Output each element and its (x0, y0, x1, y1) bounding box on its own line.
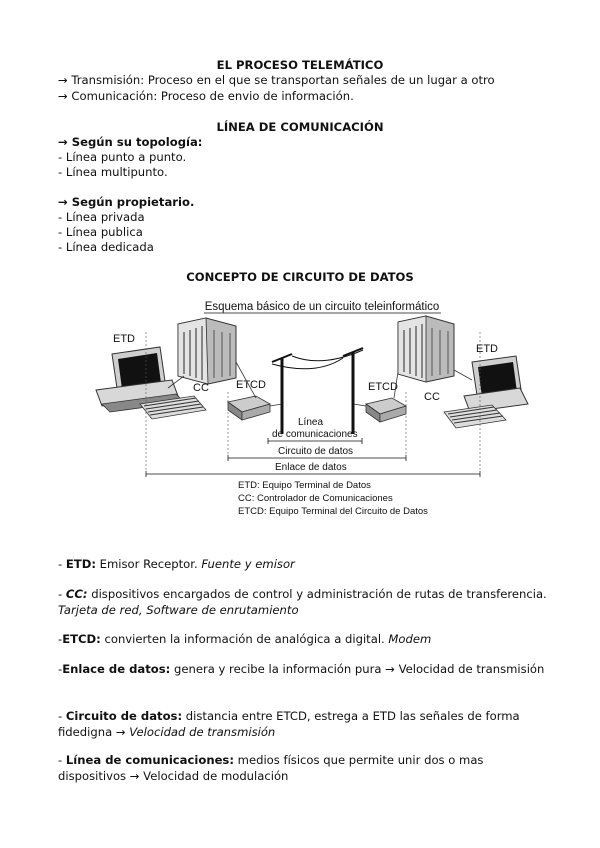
etcd-right-label: ETCD (368, 381, 398, 393)
section-title-linea-comunicacion: LÍNEA DE COMUNICACIÓN (216, 120, 384, 134)
propietario-heading: → Según propietario. (58, 195, 195, 209)
cc-left-rack-icon (178, 318, 236, 384)
etcd-right-modem-icon (366, 398, 406, 422)
propietario-item: - Línea publica (58, 225, 143, 239)
legend-cc: CC: Controlador de Comunicaciones (238, 493, 393, 504)
etd-right-computer-icon (444, 356, 528, 428)
topologia-item: - Línea punto a punto. (58, 150, 187, 164)
cc-right-rack-icon (398, 316, 454, 382)
definition-circuito: - Circuito de datos: distancia entre ETCD, estrega a ETD las señales de forma fidedigna → Velocidad de transmisión (58, 709, 520, 739)
definition-etcd: -ETCD: convierten la información de analógica a digital. Modem (58, 632, 432, 646)
etd-right-label: ETD (476, 343, 498, 355)
etcd-left-modem-icon (228, 396, 270, 420)
etd-left-label: ETD (113, 333, 135, 345)
section-title-circuito-datos: CONCEPTO DE CIRCUITO DE DATOS (186, 270, 414, 284)
comunicacion-line: → Comunicación: Proceso de envio de información. (58, 89, 354, 103)
linea-label-2: de comunicaciones (272, 429, 358, 440)
diagram-title: Esquema básico de un circuito teleinformático (204, 301, 440, 313)
cc-right-label: CC (424, 391, 440, 403)
linea-label-1: Línea (298, 417, 324, 428)
section-title-proceso-telematico: EL PROCESO TELEMÁTICO (216, 58, 384, 72)
definition-enlace: -Enlace de datos: genera y recibe la información pura → Velocidad de transmisión (58, 662, 545, 676)
topologia-heading: → Según su topología: (58, 135, 203, 149)
enlace-label: Enlace de datos (275, 462, 347, 473)
circuit-diagram (60, 292, 550, 527)
propietario-item: - Línea dedicada (58, 240, 154, 254)
definition-etd: - ETD: Emisor Receptor. Fuente y emisor (58, 557, 295, 571)
cc-left-label: CC (193, 382, 209, 394)
propietario-item: - Línea privada (58, 210, 145, 224)
transmision-line: → Transmisión: Proceso en el que se transportan señales de un lugar a otro (58, 73, 495, 87)
legend-etcd: ETCD: Equipo Terminal del Circuito de Datos (238, 506, 428, 517)
definition-cc: - CC: dispositivos encargados de control y administración de rutas de transferencia. Tarjeta de red, Software de enrutamiento (58, 587, 547, 617)
topologia-item: - Línea multipunto. (58, 165, 168, 179)
circuito-label: Circuito de datos (278, 446, 354, 457)
definition-linea: - Línea de comunicaciones: medios físicos que permite unir dos o mas dispositivos → Velocidad de modulación (58, 753, 484, 783)
etcd-left-label: ETCD (236, 379, 266, 391)
legend-etd: ETD: Equipo Terminal de Datos (238, 480, 371, 491)
